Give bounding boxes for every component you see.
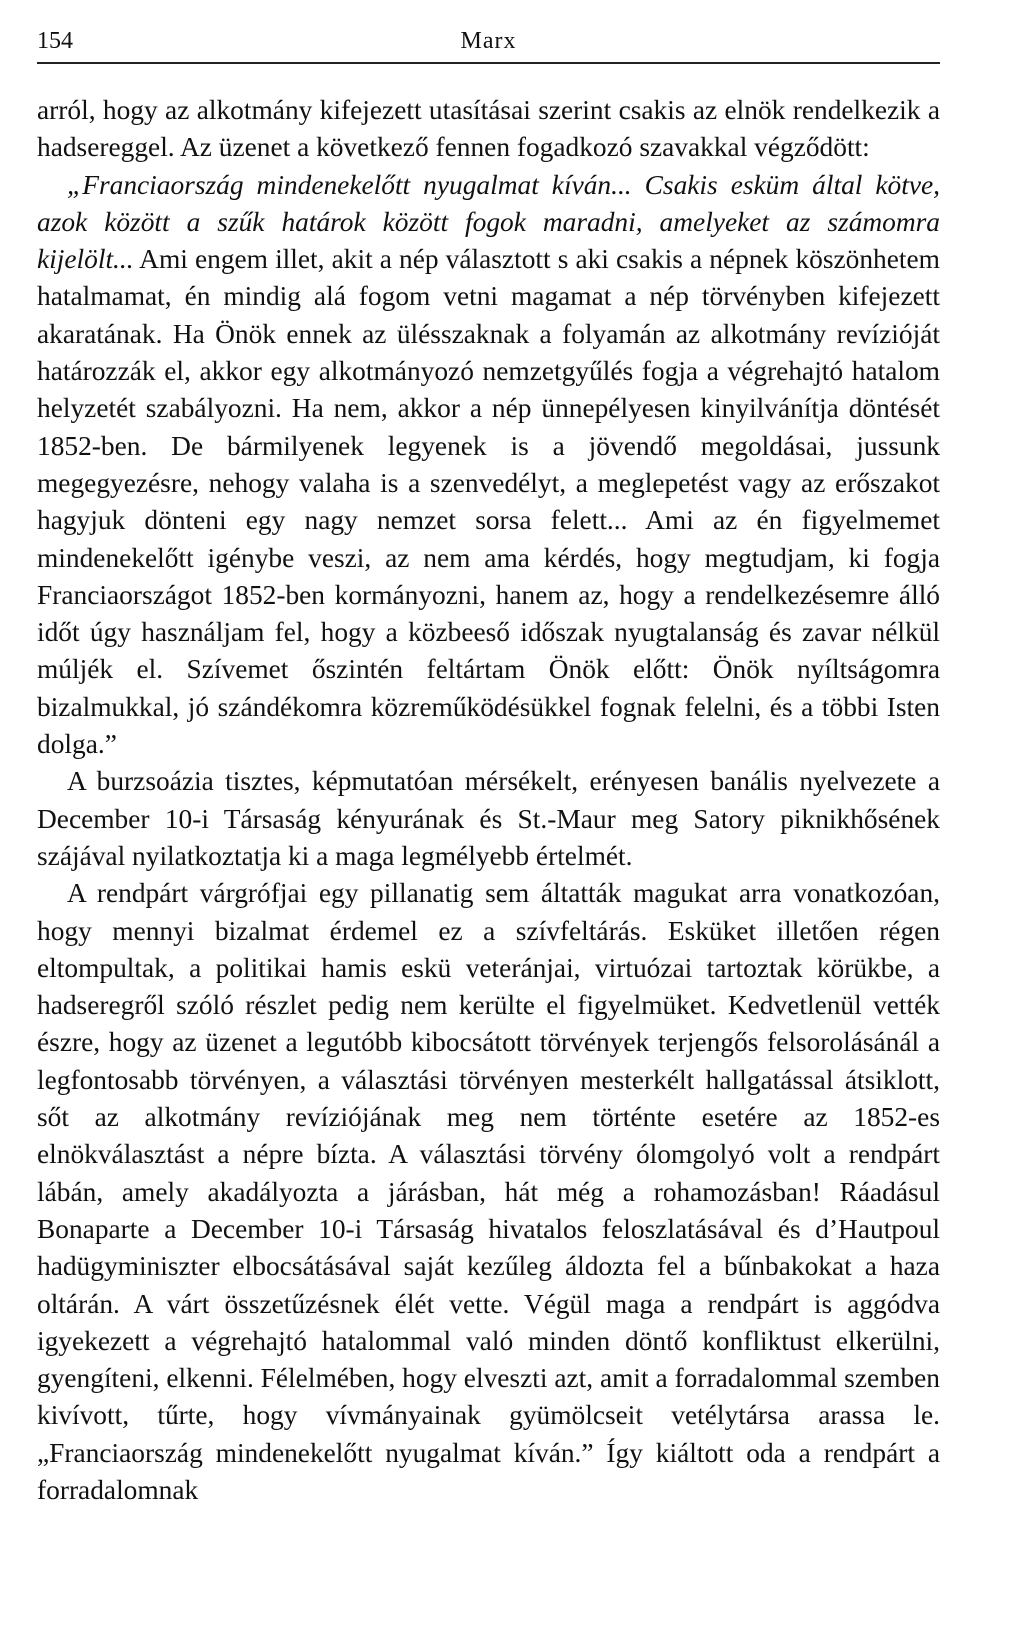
quote-italic: „Franciaország mindenekelőtt nyugalmat kíván... Csakis esküm által kötve, azok között a szűk határok között fogok maradni, amelyeket az számomra kijelölt... [37,169,940,275]
paragraph: A rendpárt várgrófjai egy pillanatig sem áltatták magukat arra vonatkozóan, hogy mennyi bizalmat érdemel ez a szívfeltárás. Esküket illetően régen eltompultak, a politikai hamis eskü veteránjai, virtuózai tartoztak körükbe, a hadseregről szóló részlet pedig nem kerülte el figyelmüket. Kedvetlenül vették észre, hogy az üzenet a legutóbb kibocsátott törvények terjengős felsorolásánál a legfontosabb törvényen, a választási törvényen mesterkélt hallgatással átsiklott, sőt az alkotmány revíziójának meg nem történte esetére az 1852-es elnökválasztást a népre bízta. A választási törvény ólomgolyó volt a rendpárt lábán, amely akadályozta a járásban, hát még a rohamozásban! Ráadásul Bonaparte a December 10-i Társaság hivatalos feloszlatásával és d’Hautpoul hadügyminiszter elbocsátásával saját kezűleg áldozta fel a bűnbakokat a haza oltárán. A várt összetűzésnek élét vette. Végül maga a rendpárt is aggódva igyekezett a végrehajtó hatalommal való minden döntő konfliktust elkerülni, gyengíteni, elkenni. Félelmében, hogy elveszti azt, amit a forradalommal szemben kivívott, tűrte, hogy vívmányainak gyümölcseit vetélytársa arassa le. „Franciaország mindenekelőtt nyugalmat kíván.” Így kiáltott oda a rendpárt a forradalomnak [37,878,940,1505]
page-header [37,26,940,64]
running-title: Marx [460,28,517,54]
paragraph: A burzsoázia tisztes, képmutatóan mérsékelt, erényesen banális nyelvezete a December 10-i Társaság kényurának és St.-Maur meg Satory piknikhősének szájával nyilatkoztatja ki a maga legmélyebb értelmét. [37,766,940,871]
book-page [37,26,940,1509]
quote-continuation: Ami engem illet, akit a nép választott s aki csakis a népnek köszönhetem hatalmamat, én mindig alá fogom vetni magamat a nép törvényben kifejezett akaratának. Ha Önök ennek az ülésszaknak a folyamán az alkotmány revízióját határozzák el, akkor egy alkotmányozó nemzetgyűlés fogja a végrehajtó hatalom helyzetét szabályozni. Ha nem, akkor a nép ünnepélyesen kinyilvánítja döntését 1852-ben. De bármilyenek legyenek is a jövendő megoldásai, jussunk megegyezésre, nehogy valaha is a szenvedélyt, a meglepetést vagy az erőszakot hagyjuk dönteni egy nagy nemzet sorsa felett... Ami az én figyelmemet mindenekelőtt igénybe veszi, az nem ama kérdés, hogy megtudjam, ki fogja Franciaországot 1852-ben kormányozni, hanem az, hogy a rendelkezésemre álló időt úgy használjam fel, hogy a közbeeső időszak nyugtalanság és zavar nélkül múljék el. Szívemet őszintén feltártam Önök előtt: Önök nyíltságomra bizalmukkal, jó szándékomra közreműködésükkel fognak felelni, és a többi Isten dolga.” [37,244,940,760]
paragraph-continuation: arról, hogy az alkotmány kifejezett utasításai szerint csakis az elnök rendelkezik a hadsereggel. Az üzenet a következő fennen fogadkozó szavakkal végződött: [37,95,940,163]
body-text [37,92,940,1509]
page-number: 154 [37,28,73,54]
paragraph-quote [37,167,940,764]
